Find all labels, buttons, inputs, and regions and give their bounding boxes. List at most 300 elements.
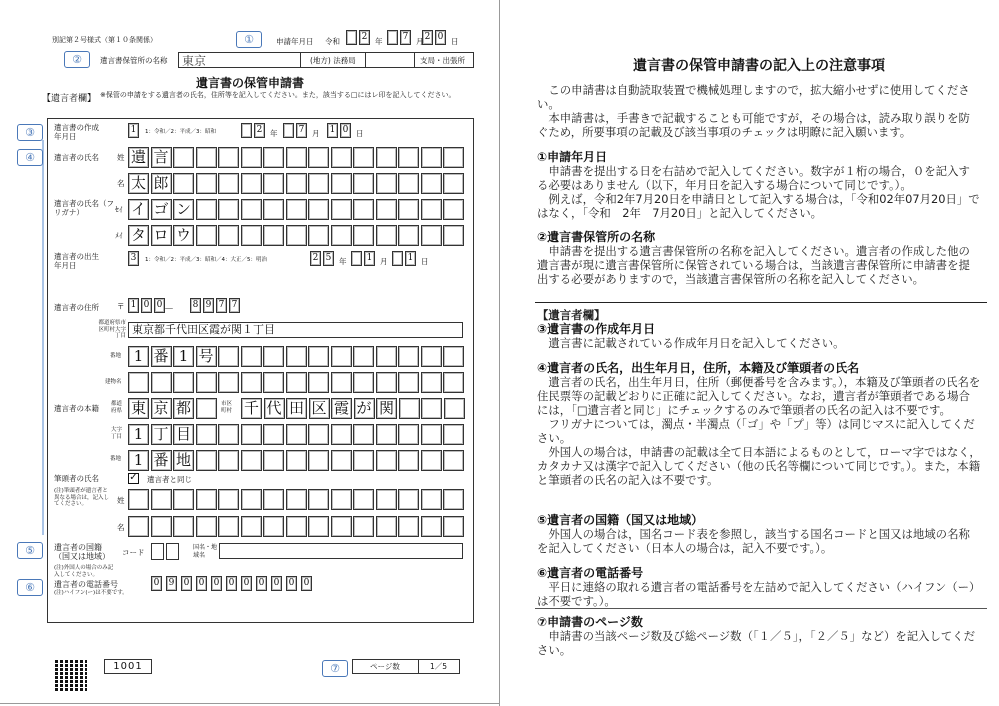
char-cell[interactable]	[398, 372, 419, 393]
char-cell[interactable]	[218, 450, 239, 471]
application-date-label: 申請年月日	[276, 37, 314, 46]
char-cell[interactable]	[421, 516, 442, 537]
char-cell[interactable]: 霞	[331, 398, 352, 419]
char-cell[interactable]: イ	[128, 199, 149, 220]
char-cell[interactable]	[263, 225, 284, 246]
char-cell[interactable]: 田	[286, 398, 307, 419]
era-cell[interactable]: 1	[128, 123, 139, 138]
char-cell[interactable]	[443, 450, 464, 471]
nationality-label: 遺言者の国籍（国又は地域）	[54, 543, 110, 561]
char-cell[interactable]	[353, 372, 374, 393]
char-cell[interactable]	[263, 199, 284, 220]
char-cell[interactable]	[173, 516, 194, 537]
char-cell[interactable]	[218, 173, 239, 194]
postal-cell[interactable]: 0	[154, 298, 165, 313]
honseki-label: 遺言者の本籍	[54, 404, 99, 413]
phone-cell[interactable]: 9	[166, 576, 177, 591]
char-cell[interactable]	[308, 489, 329, 510]
char-cell[interactable]	[308, 450, 329, 471]
char-cell[interactable]: 千	[241, 398, 262, 419]
unit-label: 年	[339, 257, 347, 266]
unit-label: 日	[451, 37, 459, 46]
char-cell[interactable]	[286, 173, 307, 194]
section-2	[537, 230, 981, 286]
char-cell[interactable]	[263, 489, 284, 510]
divider	[535, 302, 987, 303]
char-cell[interactable]	[308, 346, 329, 367]
char-cell[interactable]	[286, 225, 307, 246]
divider	[365, 52, 366, 68]
char-cell[interactable]	[241, 147, 262, 168]
char-cell[interactable]	[376, 489, 397, 510]
date-cell[interactable]: 7	[400, 30, 411, 45]
char-cell[interactable]	[376, 199, 397, 220]
char-cell[interactable]	[196, 199, 217, 220]
char-cell[interactable]: 1	[128, 346, 149, 367]
era-label: 令和	[325, 37, 340, 46]
char-cell[interactable]	[443, 173, 464, 194]
char-cell[interactable]	[263, 147, 284, 168]
char-cell[interactable]	[286, 489, 307, 510]
address-label: 遺言者の住所	[54, 303, 99, 312]
char-cell[interactable]	[331, 173, 352, 194]
char-cell[interactable]: 目	[173, 424, 194, 445]
char-cell[interactable]	[151, 489, 172, 510]
char-cell[interactable]: 1	[173, 346, 194, 367]
form-title: 遺言書の保管申請書	[195, 76, 304, 90]
postal-cell[interactable]: 0	[141, 298, 152, 313]
pref-label: 都道府県市区町村大字丁目	[98, 320, 126, 339]
paragraph: 外国人の場合は，申請書の記載は全て日本語によるものとして，ローマ字ではなく，カタカナ又は漢字で記入してください（他の氏名等欄について同じです。）。また，本籍と筆頭者の氏名の記入は不要です。	[537, 445, 981, 487]
char-cell[interactable]: 代	[264, 398, 285, 419]
char-cell[interactable]	[376, 424, 397, 445]
date-cell[interactable]: 2	[359, 30, 370, 45]
char-cell[interactable]	[353, 346, 374, 367]
char-cell[interactable]	[308, 516, 329, 537]
sei-label: ｾｲ	[115, 205, 123, 214]
section-heading: ⑦申請書のページ数	[537, 615, 643, 629]
char-cell[interactable]	[398, 516, 419, 537]
char-cell[interactable]	[353, 450, 374, 471]
code-cell[interactable]	[166, 543, 179, 560]
char-cell[interactable]	[398, 173, 419, 194]
char-cell[interactable]	[331, 489, 352, 510]
char-cell[interactable]	[331, 450, 352, 471]
phone-cell[interactable]: 0	[241, 576, 252, 591]
date-cell[interactable]: 1	[405, 251, 416, 266]
char-cell[interactable]	[331, 372, 352, 393]
char-cell[interactable]: 太	[128, 173, 149, 194]
char-cell[interactable]: 郎	[151, 173, 172, 194]
paragraph: 本申請書は，手書きで記載することも可能ですが，その場合は，読み取り誤りを防ぐため，所要事項の記載及び該当事項のチェックは明瞭に記入願います。	[537, 111, 970, 139]
same-label: 遺言者と同じ	[147, 475, 192, 484]
char-cell[interactable]	[398, 346, 419, 367]
page-edge	[0, 703, 500, 704]
phone-label: 遺言者の電話番号	[54, 580, 118, 589]
char-cell[interactable]	[286, 147, 307, 168]
char-cell[interactable]	[421, 450, 442, 471]
char-cell[interactable]	[128, 372, 149, 393]
char-cell[interactable]: が	[354, 398, 375, 419]
char-cell[interactable]	[353, 516, 374, 537]
kana-label: 遺言者の氏名（フリガナ）	[54, 199, 114, 217]
char-cell[interactable]	[421, 147, 442, 168]
paragraph: 例えば，令和2年7月20日を申請日として記入する場合は，「令和02年07月20日」ではなく，「令和 2年 7月20日」と記入してください。	[537, 192, 980, 220]
char-cell[interactable]	[128, 489, 149, 510]
section-3	[537, 322, 981, 350]
section-note: ※保管の申請をする遺言者の氏名，住所等を記入してください。また，該当する□にはレ印を記入してください。	[100, 91, 456, 99]
char-cell[interactable]: 東	[128, 398, 149, 419]
char-cell[interactable]: 言	[151, 147, 172, 168]
char-cell[interactable]	[443, 424, 464, 445]
paragraph: 遺言書に記載されている作成年月日を記入してください。	[548, 336, 845, 350]
char-cell[interactable]	[263, 173, 284, 194]
char-cell[interactable]	[443, 346, 464, 367]
era-options: 1：令和／2：平成／3：昭和／4：大正／5：明治	[145, 257, 267, 263]
char-cell[interactable]	[196, 398, 217, 419]
date-cell[interactable]: 2	[310, 251, 321, 266]
banchi-label: 番地	[110, 456, 122, 462]
section-header: 【遺言者欄】	[537, 308, 606, 322]
oaza-label: 大字丁目	[111, 427, 123, 440]
char-cell[interactable]	[398, 147, 419, 168]
char-cell[interactable]	[263, 516, 284, 537]
char-cell[interactable]	[376, 372, 397, 393]
char-cell[interactable]	[218, 199, 239, 220]
era-cell[interactable]: 3	[128, 251, 139, 266]
char-cell[interactable]	[376, 147, 397, 168]
char-cell[interactable]: 区	[309, 398, 330, 419]
page-edge	[499, 0, 500, 706]
code-cell[interactable]	[151, 543, 164, 560]
char-cell[interactable]	[286, 516, 307, 537]
notes-intro	[537, 83, 981, 139]
char-cell[interactable]	[128, 516, 149, 537]
char-cell[interactable]	[241, 225, 262, 246]
section-4	[537, 361, 981, 487]
date-cell[interactable]	[387, 30, 398, 45]
char-cell[interactable]	[399, 398, 420, 419]
postal-cell[interactable]: 1	[128, 298, 139, 313]
char-cell[interactable]	[398, 489, 419, 510]
char-cell[interactable]	[241, 489, 262, 510]
section-heading: ①申請年月日	[537, 150, 608, 164]
unit-label: 月	[416, 37, 424, 46]
char-cell[interactable]: ン	[173, 199, 194, 220]
paragraph: 外国人の場合は，国名コード表を参照し，該当する国名コードと国又は地域の名称を記入してください（日本人の場合は，記入不要です。）。	[537, 527, 970, 555]
char-cell[interactable]: 遺	[128, 147, 149, 168]
phone-cell[interactable]: 0	[226, 576, 237, 591]
char-cell[interactable]	[173, 489, 194, 510]
phone-cell[interactable]: 0	[256, 576, 267, 591]
char-cell[interactable]	[218, 225, 239, 246]
char-cell[interactable]	[173, 372, 194, 393]
phone-cell[interactable]: 0	[286, 576, 297, 591]
char-cell[interactable]	[376, 225, 397, 246]
phone-cell[interactable]: 0	[151, 576, 162, 591]
banchi-label: 番地	[110, 353, 122, 359]
callout-2: ②	[64, 51, 90, 68]
section-heading: ③遺言書の作成年月日	[537, 322, 656, 336]
nationality-note: (注)外国人の場合のみ記入してください。	[54, 565, 114, 578]
unit-label: 年	[375, 37, 383, 46]
divider	[535, 608, 987, 609]
char-cell[interactable]	[196, 450, 217, 471]
creation-date-label: 遺言書の作成年月日	[54, 123, 99, 141]
char-cell[interactable]	[196, 424, 217, 445]
char-cell[interactable]	[263, 346, 284, 367]
notes-title: 遺言書の保管申請書の記入上の注意事項	[633, 58, 885, 74]
char-cell[interactable]	[444, 398, 465, 419]
office-input[interactable]: 東京	[182, 54, 207, 68]
char-cell[interactable]	[421, 225, 442, 246]
date-cell[interactable]: 0	[340, 123, 351, 138]
postal-cell[interactable]: 9	[203, 298, 214, 313]
char-cell[interactable]	[376, 173, 397, 194]
section-heading: ②遺言書保管所の名称	[537, 230, 656, 244]
char-cell[interactable]	[421, 173, 442, 194]
char-cell[interactable]	[196, 489, 217, 510]
paragraph: 申請書を提出する遺言書保管所の名称を記入してください。遺言者の作成した他の遺言書が現に遺言書保管所に保管されている場合は，当該遺言書保管所に申請書を提出する必要がありますので，当該遺言書保管所の名称を記入してください。	[537, 244, 970, 286]
char-cell[interactable]	[308, 173, 329, 194]
phone-cell[interactable]: 0	[196, 576, 207, 591]
char-cell[interactable]	[398, 450, 419, 471]
char-cell[interactable]	[443, 372, 464, 393]
char-cell[interactable]	[353, 173, 374, 194]
char-cell[interactable]	[286, 450, 307, 471]
char-cell[interactable]	[443, 199, 464, 220]
char-cell[interactable]	[151, 372, 172, 393]
date-cell[interactable]	[392, 251, 403, 266]
head-note: (注)筆頭者が遺言者と異なる場合は，記入してください。	[54, 488, 110, 507]
building-label: 建物名	[105, 379, 122, 385]
qr-code	[55, 659, 87, 691]
char-cell[interactable]	[331, 424, 352, 445]
date-cell[interactable]: 7	[296, 123, 307, 138]
char-cell[interactable]	[263, 424, 284, 445]
char-cell[interactable]: 1	[128, 424, 149, 445]
sei-label: 姓	[117, 496, 125, 505]
char-cell[interactable]	[421, 346, 442, 367]
office-label: 遺言書保管所の名称	[100, 56, 168, 65]
head-label: 筆頭者の氏名	[54, 474, 99, 483]
date-cell[interactable]: 0	[435, 30, 446, 45]
callout-6: ⑥	[17, 579, 43, 596]
char-cell[interactable]	[421, 424, 442, 445]
char-cell[interactable]	[241, 346, 262, 367]
char-cell[interactable]: 1	[128, 450, 149, 471]
paragraph: 遺言者の氏名，出生年月日，住所（郵便番号を含みます。），本籍及び筆頭者の氏名を住民票等の記載どおりに正確に記入してください。なお，遺言者が筆頭者である場合には，「□遺言者と同じ」にチェックするのみで筆頭者の氏名の記入は不要です。	[537, 375, 981, 417]
date-cell[interactable]: 5	[323, 251, 334, 266]
char-cell[interactable]	[196, 225, 217, 246]
date-cell[interactable]: 2	[422, 30, 433, 45]
char-cell[interactable]: タ	[128, 225, 149, 246]
char-cell[interactable]: 地	[173, 450, 194, 471]
char-cell[interactable]	[218, 147, 239, 168]
office-suffix2: 支局・出張所	[420, 56, 465, 65]
char-cell[interactable]	[443, 516, 464, 537]
char-cell[interactable]	[376, 346, 397, 367]
phone-cell[interactable]: 0	[181, 576, 192, 591]
char-cell[interactable]	[421, 372, 442, 393]
char-cell[interactable]	[173, 147, 194, 168]
postal-mark: 〒	[117, 302, 125, 311]
page-label: ページ数	[370, 662, 400, 671]
callout-7: ⑦	[322, 660, 348, 677]
section-1	[537, 150, 981, 220]
unit-label: 月	[312, 129, 320, 138]
char-cell[interactable]	[421, 398, 442, 419]
qr-number: 1001	[104, 659, 152, 674]
bracket	[42, 140, 44, 535]
char-cell[interactable]	[263, 372, 284, 393]
char-cell[interactable]	[173, 173, 194, 194]
char-cell[interactable]	[421, 199, 442, 220]
char-cell[interactable]	[353, 199, 374, 220]
char-cell[interactable]	[241, 372, 262, 393]
date-cell[interactable]	[351, 251, 362, 266]
char-cell[interactable]: 京	[151, 398, 172, 419]
date-cell[interactable]: 1	[327, 123, 338, 138]
char-cell[interactable]	[308, 372, 329, 393]
char-cell[interactable]	[308, 424, 329, 445]
section-5	[537, 513, 981, 555]
date-cell[interactable]	[283, 123, 294, 138]
char-cell[interactable]	[398, 424, 419, 445]
mei-label: 名	[117, 179, 125, 188]
form-number: 別記第２号様式（第１０条関係）	[52, 36, 157, 44]
address-input[interactable]: 東京都千代田区霞が関１丁目	[128, 322, 463, 338]
section-7	[537, 615, 981, 657]
paragraph: 平日に連絡の取れる遺言者の電話番号を左詰めで記入してください（ハイフン（ー）は不要です。）。	[537, 580, 981, 608]
char-cell[interactable]	[443, 489, 464, 510]
callout-3: ③	[17, 124, 43, 141]
phone-cell[interactable]: 0	[271, 576, 282, 591]
char-cell[interactable]	[286, 424, 307, 445]
char-cell[interactable]: ウ	[173, 225, 194, 246]
char-cell[interactable]	[218, 372, 239, 393]
char-cell[interactable]	[241, 450, 262, 471]
date-cell[interactable]: 2	[254, 123, 265, 138]
postal-cell[interactable]: 7	[229, 298, 240, 313]
unit-label: 年	[270, 129, 278, 138]
char-cell[interactable]	[398, 225, 419, 246]
mei-label: ﾒｲ	[115, 231, 123, 240]
char-cell[interactable]	[218, 516, 239, 537]
char-cell[interactable]	[218, 424, 239, 445]
pref-label: 都道府県	[111, 401, 123, 414]
char-cell[interactable]	[308, 199, 329, 220]
country-label: 国名・地域名	[193, 544, 218, 559]
section-heading: ⑤遺言者の国籍（国又は地域）	[537, 513, 704, 527]
phone-cell[interactable]: 0	[301, 576, 312, 591]
char-cell[interactable]	[241, 516, 262, 537]
page-value[interactable]: 1／5	[430, 662, 448, 671]
callout-1: ①	[236, 31, 262, 48]
char-cell[interactable]	[286, 346, 307, 367]
char-cell[interactable]: ゴ	[151, 199, 172, 220]
char-cell[interactable]	[443, 147, 464, 168]
section-heading: ⑥遺言者の電話番号	[537, 566, 644, 580]
char-cell[interactable]: ロ	[151, 225, 172, 246]
divider	[414, 52, 415, 68]
char-cell[interactable]	[286, 372, 307, 393]
char-cell[interactable]	[421, 489, 442, 510]
char-cell[interactable]	[151, 516, 172, 537]
char-cell[interactable]	[331, 147, 352, 168]
char-cell[interactable]	[376, 450, 397, 471]
char-cell[interactable]	[331, 346, 352, 367]
char-cell[interactable]	[241, 173, 262, 194]
char-cell[interactable]: 都	[173, 398, 194, 419]
same-as-testator-checkbox[interactable]: ✓	[129, 472, 138, 483]
char-cell[interactable]	[331, 225, 352, 246]
section-6	[537, 566, 981, 608]
postal-cell[interactable]: 8	[190, 298, 201, 313]
char-cell[interactable]: 関	[376, 398, 397, 419]
paragraph: この申請書は自動読取装置で機械処理しますので，拡大縮小せずに使用してください。	[537, 83, 970, 111]
phone-note: (注)ハイフン(ー)は不要です。	[54, 590, 128, 596]
char-cell[interactable]	[241, 199, 262, 220]
country-input[interactable]	[219, 543, 463, 559]
char-cell[interactable]	[196, 516, 217, 537]
char-cell[interactable]	[398, 199, 419, 220]
char-cell[interactable]	[331, 516, 352, 537]
char-cell[interactable]	[353, 424, 374, 445]
char-cell[interactable]	[218, 489, 239, 510]
char-cell[interactable]	[353, 225, 374, 246]
paragraph: 申請書を提出する日を右詰めで記入してください。数字が１桁の場合，０を記入する必要はありません（以下，年月日を記入する場合について同じです。）。	[537, 164, 970, 192]
char-cell[interactable]	[196, 372, 217, 393]
mei-label: 名	[117, 523, 125, 532]
section-label: 【遺言者欄】	[42, 94, 97, 104]
char-cell[interactable]: 番	[151, 346, 172, 367]
char-cell[interactable]: 号	[196, 346, 217, 367]
date-cell[interactable]	[241, 123, 252, 138]
char-cell[interactable]	[331, 199, 352, 220]
char-cell[interactable]: 番	[151, 450, 172, 471]
char-cell[interactable]	[263, 450, 284, 471]
char-cell[interactable]	[353, 489, 374, 510]
city-label: 市区町村	[221, 401, 233, 414]
sei-label: 姓	[117, 153, 125, 162]
char-cell[interactable]	[376, 516, 397, 537]
postal-cell[interactable]: 7	[216, 298, 227, 313]
era-options: 1：令和／2：平成／3：昭和	[145, 129, 216, 135]
divider	[300, 52, 301, 68]
char-cell[interactable]	[241, 424, 262, 445]
char-cell[interactable]	[196, 147, 217, 168]
date-cell[interactable]	[346, 30, 357, 45]
unit-label: 日	[356, 129, 364, 138]
char-cell[interactable]	[353, 147, 374, 168]
char-cell[interactable]	[286, 199, 307, 220]
char-cell[interactable]	[443, 225, 464, 246]
divider	[418, 659, 419, 674]
char-cell[interactable]	[308, 225, 329, 246]
callout-5: ⑤	[17, 542, 43, 559]
char-cell[interactable]	[218, 346, 239, 367]
postal-dash: －	[164, 304, 174, 315]
char-cell[interactable]	[196, 173, 217, 194]
birth-label: 遺言者の出生年月日	[54, 252, 99, 270]
phone-cell[interactable]: 0	[211, 576, 222, 591]
char-cell[interactable]: 丁	[151, 424, 172, 445]
unit-label: 日	[421, 257, 429, 266]
char-cell[interactable]	[308, 147, 329, 168]
paragraph: 申請書の当該ページ数及び総ページ数（「１／５」，「２／５」など）を記入してください。	[537, 629, 976, 657]
date-cell[interactable]: 1	[364, 251, 375, 266]
